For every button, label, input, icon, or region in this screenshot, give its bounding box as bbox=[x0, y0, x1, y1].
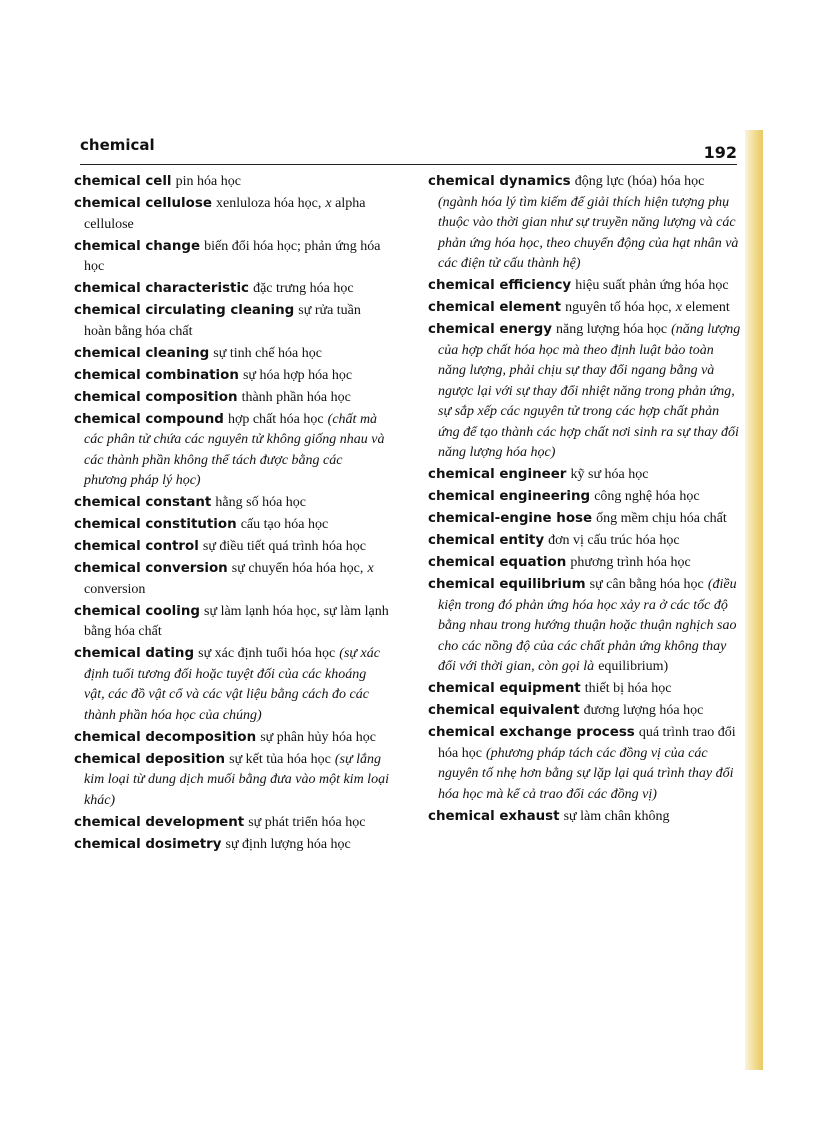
entry-term: chemical cooling bbox=[74, 603, 200, 619]
entry-term: chemical exhaust bbox=[428, 808, 560, 824]
entry-gloss: sự xác định tuổi hóa học bbox=[198, 646, 336, 661]
entry-term: chemical development bbox=[74, 814, 245, 830]
dictionary-entry bbox=[428, 509, 743, 530]
entry-gloss: hằng số hóa học bbox=[215, 495, 307, 510]
entry-gloss: biến đổi hóa học; phản ứng hóa học bbox=[84, 238, 381, 274]
right-column bbox=[428, 172, 743, 829]
entry-gloss: đương lượng hóa học bbox=[583, 703, 704, 718]
dictionary-entry bbox=[428, 553, 743, 574]
entry-gloss: sự làm chân không bbox=[563, 808, 670, 824]
entry-gloss: ống mềm chịu hóa chất bbox=[596, 511, 727, 526]
entry-term: chemical composition bbox=[74, 389, 238, 405]
page-number: 192 bbox=[703, 143, 737, 162]
dictionary-entry bbox=[74, 194, 389, 235]
entry-gloss: hiệu suất phản ứng hóa học bbox=[575, 278, 729, 293]
dictionary-entry bbox=[428, 172, 743, 275]
entry-term: chemical cleaning bbox=[74, 345, 210, 361]
entry-term: chemical equation bbox=[428, 555, 567, 570]
page-edge-shading bbox=[745, 130, 763, 1070]
entry-gloss: động lực (hóa) hóa học bbox=[574, 174, 705, 189]
entry-term: chemical equivalent bbox=[428, 703, 580, 718]
entry-note: (điều kiện trong đó phản ứng hóa học xảy ra ở các tốc độ bằng nhau trong hướng thuận hoặc thuận nghịch sao cho các nồng độ của các chất phản ứng không thay đổi với thời gian, còn gọi là bbox=[438, 577, 737, 674]
cross-reference-term: conversion bbox=[84, 581, 146, 597]
entry-term: chemical constant bbox=[74, 495, 212, 510]
dictionary-entry bbox=[428, 531, 743, 552]
cross-reference-marker: x bbox=[675, 300, 682, 315]
dictionary-entry bbox=[74, 301, 389, 342]
entry-note: (sự xác định tuổi tương đối hoặc tuyệt đối của các khoáng vật, các đồ vật cổ và các vật liệu bằng cách đo các thành phần hóa học của chúng) bbox=[84, 646, 380, 723]
entry-gloss: sự điều tiết quá trình hóa học bbox=[202, 539, 366, 554]
dictionary-entry bbox=[74, 537, 389, 558]
entry-gloss: sự tinh chế hóa học bbox=[213, 345, 322, 361]
dictionary-entry bbox=[428, 320, 743, 464]
dictionary-entry bbox=[428, 575, 743, 678]
entry-gloss: sự định lượng hóa học bbox=[225, 836, 351, 852]
entry-gloss: pin hóa học bbox=[175, 174, 241, 189]
entry-note: (phương pháp tách các đồng vị của các nguyên tố nhẹ hơn bằng sự lặp lại quá trình thay đổi hóa học mà kể cả trao đổi các đồng vị) bbox=[438, 745, 734, 802]
entry-term: chemical-engine hose bbox=[428, 511, 593, 526]
dictionary-entry bbox=[74, 644, 389, 726]
entry-note: (chất mà các phân tử chứa các nguyên tử không giống nhau và các thành phần không thể tách được bằng các phương pháp lý học) bbox=[84, 411, 385, 488]
entry-gloss: sự chuyển hóa hóa học, bbox=[231, 561, 364, 576]
entry-gloss: phương trình hóa học bbox=[570, 555, 691, 570]
entry-term: chemical energy bbox=[428, 322, 552, 337]
entry-gloss: cấu tạo hóa học bbox=[240, 517, 329, 532]
dictionary-entry bbox=[428, 298, 743, 319]
cross-reference-marker: x bbox=[325, 196, 332, 211]
dictionary-entry bbox=[428, 487, 743, 508]
entry-gloss: sự kết tủa hóa học bbox=[229, 751, 331, 767]
entry-term: chemical change bbox=[74, 238, 201, 254]
entry-gloss: sự rửa tuần hoàn bằng hóa chất bbox=[84, 303, 361, 339]
entry-gloss: sự phân hủy hóa học bbox=[260, 729, 376, 745]
entry-gloss: thiết bị hóa học bbox=[584, 681, 672, 696]
dictionary-entry bbox=[428, 465, 743, 486]
cross-reference-term: element bbox=[685, 300, 730, 315]
page-header bbox=[80, 134, 737, 165]
cross-reference-marker: x bbox=[367, 561, 374, 576]
dictionary-entry bbox=[74, 172, 389, 193]
entry-gloss: kỹ sư hóa học bbox=[570, 467, 649, 482]
entry-term: chemical engineering bbox=[428, 489, 591, 504]
entry-term: chemical circulating cleaning bbox=[74, 303, 295, 318]
dictionary-entry bbox=[74, 388, 389, 409]
entry-gloss: xenluloza hóa học, bbox=[215, 196, 322, 211]
entry-gloss: sự phát triển hóa học bbox=[248, 814, 366, 830]
entry-gloss: công nghệ hóa học bbox=[594, 489, 700, 504]
entry-term: chemical dosimetry bbox=[74, 836, 222, 852]
dictionary-entry bbox=[74, 366, 389, 387]
entry-gloss: đơn vị cấu trúc hóa học bbox=[548, 533, 680, 548]
dictionary-entry bbox=[74, 515, 389, 536]
entry-term: chemical decomposition bbox=[74, 729, 257, 745]
dictionary-entry bbox=[428, 807, 743, 828]
entry-term: chemical combination bbox=[74, 367, 239, 383]
entry-term: chemical deposition bbox=[74, 751, 226, 767]
entry-gloss: sự làm lạnh hóa học, sự làm lạnh bằng hóa chất bbox=[84, 603, 389, 639]
dictionary-entry bbox=[428, 723, 743, 805]
entry-term: chemical compound bbox=[74, 411, 224, 427]
dictionary-entry bbox=[74, 750, 389, 812]
guide-word: chemical bbox=[80, 136, 155, 154]
dictionary-entry bbox=[428, 701, 743, 722]
entry-term: chemical exchange process bbox=[428, 725, 635, 740]
dictionary-entry bbox=[74, 237, 389, 278]
entry-term: chemical entity bbox=[428, 533, 545, 548]
entry-gloss: nguyên tố hóa học, bbox=[565, 300, 672, 315]
entry-term: chemical equipment bbox=[428, 681, 581, 696]
entry-term: chemical cellulose bbox=[74, 196, 212, 211]
entry-gloss: thành phần hóa học bbox=[241, 389, 351, 405]
dictionary-entry bbox=[74, 728, 389, 749]
entry-term: chemical equilibrium bbox=[428, 577, 586, 592]
dictionary-entry bbox=[74, 344, 389, 365]
dictionary-page bbox=[70, 130, 745, 1070]
dictionary-entry bbox=[74, 493, 389, 514]
entry-gloss: đặc trưng hóa học bbox=[253, 281, 354, 296]
entry-term: chemical dynamics bbox=[428, 174, 571, 189]
dictionary-entry bbox=[428, 276, 743, 297]
entry-gloss: quá trình trao đổi hóa học bbox=[438, 725, 736, 761]
entry-gloss: sự hóa hợp hóa học bbox=[242, 367, 353, 383]
entry-note: (ngành hóa lý tìm kiếm để giải thích hiện tượng phụ thuộc vào thời gian như sự truyền năng lượng và các phản ứng hóa học, theo chuyển động của hạt nhân và các điện tử cấu thành hệ) bbox=[438, 194, 739, 271]
left-column bbox=[74, 172, 389, 857]
entry-note: (sự lắng kim loại từ dung dịch muối bằng đưa vào một kim loại khác) bbox=[84, 751, 389, 808]
entry-term: chemical engineer bbox=[428, 467, 567, 482]
entry-gloss: hợp chất hóa học bbox=[227, 411, 324, 427]
dictionary-entry bbox=[74, 602, 389, 643]
entry-term: chemical dating bbox=[74, 646, 195, 661]
dictionary-entry bbox=[74, 410, 389, 492]
entry-gloss: sự cân bằng hóa học bbox=[589, 577, 704, 592]
dictionary-entry bbox=[428, 679, 743, 700]
entry-term: chemical control bbox=[74, 539, 199, 554]
dictionary-entry bbox=[74, 813, 389, 834]
entry-note: (năng lượng của hợp chất hóa học mà theo định luật bảo toàn năng lượng, phải chịu sự thay đổi ngang bằng và ngược lại với sự thay đổi nhiệt năng trong phản ứng, sự sắp xếp các nguyên tử trong các hợp chất phản ứng để tạo thành các hợp chất nơi sinh ra sự thay đổi năng lượng hóa học) bbox=[438, 322, 741, 460]
entry-gloss: năng lượng hóa học bbox=[556, 322, 668, 337]
entry-term: chemical constitution bbox=[74, 517, 237, 532]
entry-term: chemical cell bbox=[74, 174, 172, 189]
dictionary-entry bbox=[74, 279, 389, 300]
entry-term: chemical element bbox=[428, 300, 562, 315]
entry-note-tail: equilibrium) bbox=[598, 659, 669, 674]
entry-term: chemical efficiency bbox=[428, 278, 572, 293]
entry-term: chemical characteristic bbox=[74, 281, 249, 296]
dictionary-entry bbox=[74, 559, 389, 600]
cross-reference-term: alpha cellulose bbox=[84, 196, 366, 232]
cross-reference bbox=[676, 300, 730, 315]
entry-term: chemical conversion bbox=[74, 561, 228, 576]
dictionary-entry bbox=[74, 835, 389, 856]
